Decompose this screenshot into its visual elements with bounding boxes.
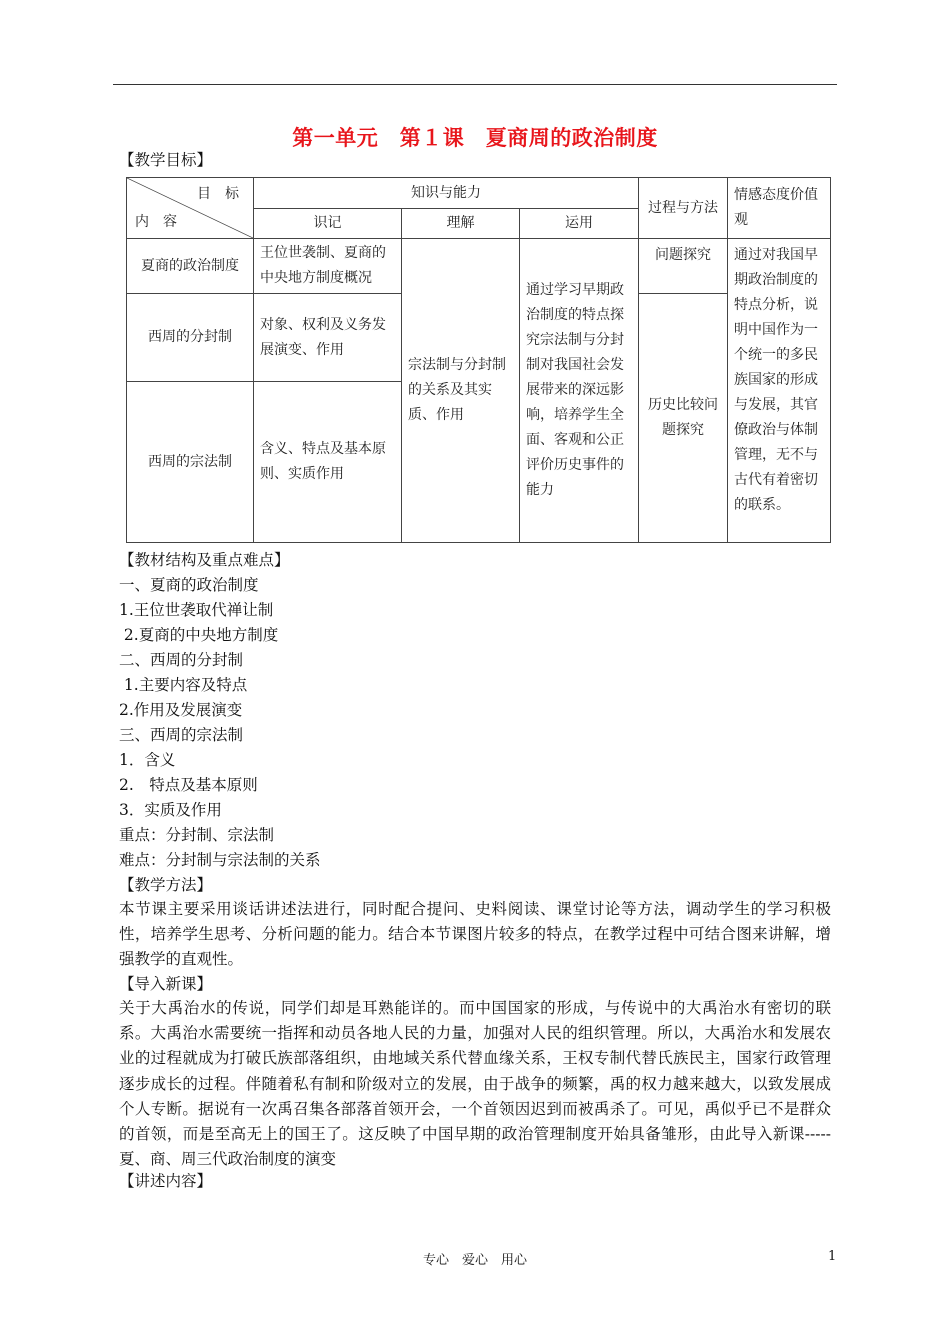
- cell-understand: 宗法制与分封制的关系及其实质、作用: [402, 239, 520, 543]
- intro-heading: 【导入新课】: [119, 975, 213, 993]
- corner-content-label: 内 容: [135, 214, 177, 230]
- cell-apply: 通过学习早期政治制度的特点探究宗法制与分封制对我国社会发展带来的深远影响，培养学生全面、客观和公正评价历史事件的能力: [520, 239, 639, 543]
- structure-line: 1.王位世袭取代禅让制: [119, 601, 274, 619]
- structure-line: 二、西周的分封制: [119, 651, 244, 669]
- row-content-zongfa: 西周的宗法制: [127, 382, 254, 543]
- page-title: 第一单元 第１课 夏商周的政治制度: [292, 125, 658, 150]
- cell-process-2: 历史比较问题探究: [639, 294, 728, 543]
- objectives-heading: 【教学目标】: [119, 151, 213, 169]
- row-remember-xiashang: 王位世袭制、夏商的中央地方制度概况: [254, 239, 402, 294]
- header-rule: [113, 84, 837, 85]
- corner-objective-label: 目 标: [197, 186, 239, 202]
- header-understand: 理解: [402, 209, 520, 239]
- header-knowledge-ability: 知识与能力: [254, 178, 639, 209]
- intro-paragraph: 关于大禹治水的传说，同学们却是耳熟能详的。而中国国家的形成，与传说中的大禹治水有密切的联系。大禹治水需要统一指挥和动员各地人民的力量，加强对人民的组织管理。所以，大禹治水和发展农业的过程就成为打破氏族部落组织，由地域关系代替血缘关系，王权专制代替氏族民主，国家行政管理逐步成长的过程。伴随着私有制和阶级对立的发展，由于战争的频繁，禹的权力越来越大，以致发展成个人专断。据说有一次禹召集各部落首领开会，一个首领因迟到而被禹杀了。可见，禹似乎已不是群众的首领，而是至高无上的国王了。这反映了中国早期的政治管理制度开始具备雏形，由此导入新课-----夏、商、周三代政治制度的演变: [119, 999, 831, 1169]
- methods-heading: 【教学方法】: [119, 876, 213, 894]
- structure-heading: 【教材结构及重点难点】: [119, 551, 290, 569]
- cell-process-1: 问题探究: [639, 239, 728, 294]
- row-remember-zongfa: 含义、特点及基本原则、实质作用: [254, 382, 402, 543]
- difficulty-line: 难点：分封制与宗法制的关系: [119, 851, 321, 869]
- structure-line: 1．含义: [119, 751, 176, 769]
- objectives-table: [126, 177, 831, 543]
- page-footer: 专心 爱心 用心: [422, 1253, 527, 1268]
- structure-line: 2. 特点及基本原则: [119, 776, 258, 794]
- row-content-fenfeng: 西周的分封制: [127, 294, 254, 382]
- header-process-method: 过程与方法: [639, 178, 728, 239]
- table-corner-cell: [127, 178, 254, 239]
- lecture-heading: 【讲述内容】: [119, 1172, 213, 1190]
- structure-line: 2.夏商的中央地方制度: [119, 626, 279, 644]
- row-content-xiashang: 夏商的政治制度: [127, 239, 254, 294]
- structure-line: 3．实质及作用: [119, 801, 222, 819]
- structure-line: 2.作用及发展演变: [119, 701, 243, 719]
- cell-emotion: 通过对我国早期政治制度的特点分析，说明中国作为一个统一的多民族国家的形成与发展，其官僚政治与体制管理，无不与古代有着密切的联系。: [728, 239, 831, 543]
- header-remember: 识记: [254, 209, 402, 239]
- structure-line: 三、西周的宗法制: [119, 726, 244, 744]
- header-apply: 运用: [520, 209, 639, 239]
- row-remember-fenfeng: 对象、权利及义务发展演变、作用: [254, 294, 402, 382]
- methods-paragraph: 本节课主要采用谈话讲述法进行，同时配合提问、史料阅读、课堂讨论等方法，调动学生的学习积极性，培养学生思考、分析问题的能力。结合本节课图片较多的特点，在教学过程中可结合图来讲解，增强教学的直观性。: [119, 900, 831, 969]
- key-point-line: 重点：分封制、宗法制: [119, 826, 275, 844]
- structure-line: 1.主要内容及特点: [119, 676, 248, 694]
- page-number: 1: [828, 1249, 837, 1264]
- structure-line: 一、夏商的政治制度: [119, 576, 259, 594]
- header-emotion-values: 情感态度价值观: [728, 178, 831, 239]
